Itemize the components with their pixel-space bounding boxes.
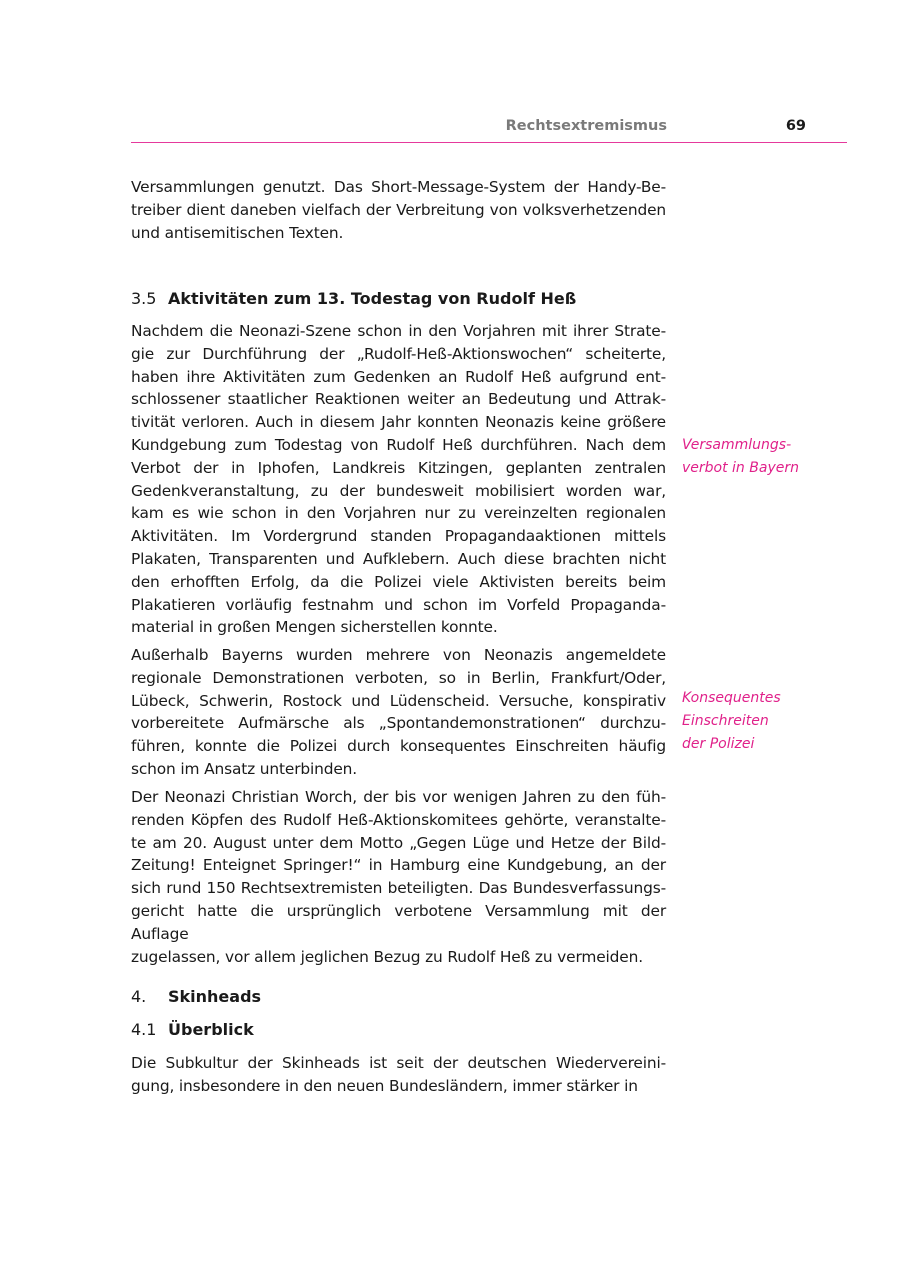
text-line: tivität verloren. Auch in diesem Jahr konnten Neonazis keine größere: [131, 413, 666, 432]
margin-note-line: Konsequentes: [682, 690, 781, 706]
text-line: Zeitung! Enteignet Springer!“ in Hamburg eine Kundgebung, an der: [131, 856, 666, 875]
running-title: Rechtsextremismus: [505, 118, 667, 134]
section-title: Skinheads: [168, 987, 262, 1006]
text-line: gie zur Durchführung der „Rudolf-Heß-Aktionswochen“ scheiterte,: [131, 344, 666, 363]
section-3-5-heading: [131, 288, 666, 310]
text-line: te am 20. August unter dem Motto „Gegen Lüge und Hetze der Bild-: [131, 833, 666, 852]
text-line: Kundgebung zum Todestag von Rudolf Heß durchführen. Nach dem: [131, 435, 666, 454]
text-line: kam es wie schon in den Vorjahren nur zu vereinzelten regionalen: [131, 504, 666, 523]
text-line: schon im Ansatz unterbinden.: [131, 759, 358, 778]
text-line: regionale Demonstrationen verboten, so in Berlin, Frankfurt/Oder,: [131, 668, 666, 687]
text-line: Verbot der in Iphofen, Landkreis Kitzingen, geplanten zentralen: [131, 458, 666, 477]
section-4-1-paragraph-1: [131, 1052, 666, 1098]
section-title: Überblick: [168, 1020, 254, 1039]
section-title: Aktivitäten zum 13. Todestag von Rudolf Heß: [168, 289, 577, 308]
text-line: Versammlungen genutzt. Das Short-Message-System der Handy-Be-: [131, 178, 666, 196]
text-line: führen, konnte die Polizei durch konsequentes Einschreiten häufig: [131, 737, 666, 756]
intro-text: [131, 176, 666, 244]
page-header: [131, 116, 847, 143]
section-number: 3.5: [131, 289, 157, 308]
text-line: gung, insbesondere in den neuen Bundesländern, immer stärker in: [131, 1076, 638, 1095]
text-line: Außerhalb Bayerns wurden mehrere von Neonazis angemeldete: [131, 646, 666, 664]
margin-note-versammlungsverbot: [682, 434, 872, 480]
margin-note-line: Versammlungs-: [682, 437, 792, 453]
paragraph-text: [131, 320, 666, 639]
paragraph-text: [131, 1052, 666, 1098]
margin-note-line: verbot in Bayern: [682, 459, 799, 476]
text-line: zugelassen, vor allem jeglichen Bezug zu Rudolf Heß zu vermeiden.: [131, 947, 643, 966]
section-3-5-paragraph-1: [131, 320, 666, 639]
text-line: Plakaten, Transparenten und Aufklebern. Auch diese brachten nicht: [131, 549, 666, 568]
section-number: 4.: [131, 987, 147, 1006]
text-line: Die Subkultur der Skinheads ist seit der deutschen Wiedervereini-: [131, 1054, 666, 1072]
text-line: schlossener staatlicher Reaktionen weiter an Bedeutung und Attrak-: [131, 390, 666, 409]
section-number: 4.1: [131, 1020, 157, 1039]
text-line: Gedenkveranstaltung, zu der bundesweit mobilisiert worden war,: [131, 481, 666, 500]
text-line: gericht hatte die ursprünglich verbotene Versammlung mit der Auflage: [131, 901, 666, 943]
text-line: sich rund 150 Rechtsextremisten beteiligten. Das Bundesverfassungs-: [131, 879, 666, 898]
page-number: 69: [785, 118, 806, 134]
margin-note-line: Einschreiten: [682, 712, 769, 729]
section-4-1-heading: [131, 1019, 666, 1041]
paragraph-text: [131, 786, 666, 968]
text-line: haben ihre Aktivitäten zum Gedenken an Rudolf Heß aufgrund ent-: [131, 367, 666, 386]
text-line: den erhofften Erfolg, da die Polizei viele Aktivisten bereits beim: [131, 572, 666, 591]
text-line: Lübeck, Schwerin, Rostock und Lüdenscheid. Versuche, konspirativ: [131, 691, 666, 710]
text-line: Nachdem die Neonazi-Szene schon in den Vorjahren mit ihrer Strate-: [131, 322, 666, 340]
paragraph-text: [131, 644, 666, 781]
section-3-5-paragraph-2: [131, 644, 666, 781]
text-line: Plakatieren vorläufig festnahm und schon im Vorfeld Propaganda-: [131, 595, 666, 614]
margin-note-line: der Polizei: [682, 735, 755, 752]
section-3-5-paragraph-3: [131, 786, 666, 968]
text-line: treiber dient daneben vielfach der Verbreitung von volksverhetzenden: [131, 200, 666, 219]
text-line: material in großen Mengen sicherstellen konnte.: [131, 618, 498, 637]
text-line: Aktivitäten. Im Vordergrund standen Propagandaaktionen mittels: [131, 527, 666, 546]
text-line: renden Köpfen des Rudolf Heß-Aktionskomitees gehörte, veranstalte-: [131, 810, 666, 829]
margin-note-einschreiten: [682, 687, 872, 755]
intro-paragraph: [131, 176, 666, 244]
text-line: vorbereitete Aufmärsche als „Spontandemonstrationen“ durchzu-: [131, 714, 666, 733]
section-4-heading: [131, 986, 666, 1008]
text-line: und antisemitischen Texten.: [131, 223, 344, 242]
text-line: Der Neonazi Christian Worch, der bis vor wenigen Jahren zu den füh-: [131, 788, 666, 806]
